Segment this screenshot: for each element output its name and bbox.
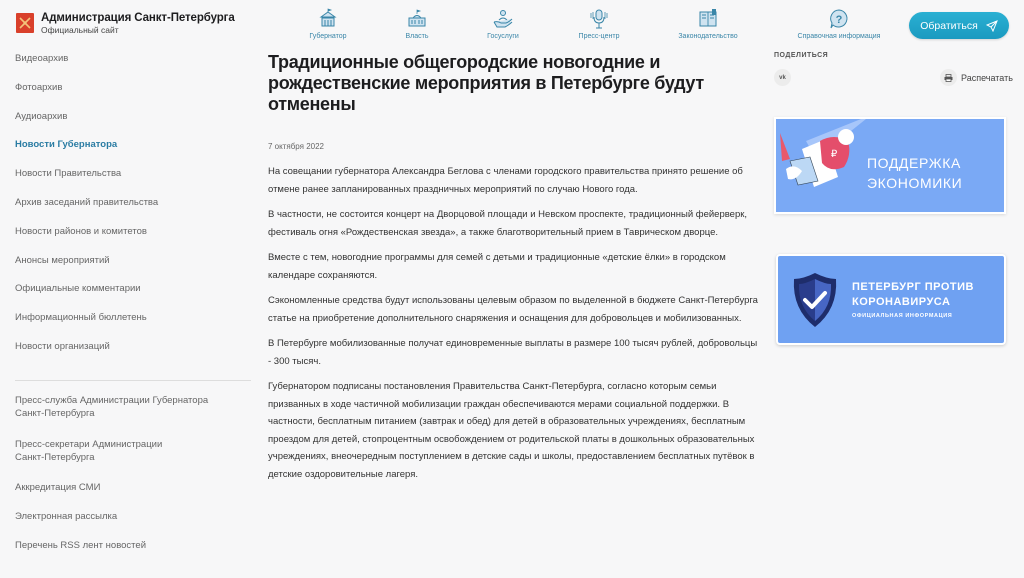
sidebar-item-organization-news[interactable]: Новости организаций xyxy=(15,340,110,352)
sidebar-item-photo-archive[interactable]: Фотоархив xyxy=(15,81,63,93)
article-paragraph: Сэкономленные средства будут использованы целевым образом по выделенной в бюджете Санкт-Петербурга статье на приобретение дополнительного снаряжения и оснащения для добровольцев и мобилизованных. xyxy=(268,295,758,324)
article-paragraph: В частности, не состоится концерт на Дворцовой площади и Невском проспекте, традиционный фейерверк, фестиваль огня «Рождественская звезда», а также благотворительный прием в Таврическом дворце. xyxy=(268,209,748,238)
sidebar-item-video-archive[interactable]: Видеоархив xyxy=(15,53,69,64)
sidebar-item-audio-archive[interactable]: Аудиоархив xyxy=(15,110,68,122)
nav-label: Законодательство xyxy=(678,33,738,40)
banner-title-line: ЭКОНОМИКИ xyxy=(867,175,963,191)
article-paragraph: В Петербурге мобилизованные получат единовременные выплаты в размере 100 тысяч рублей, добровольцы - 300 тысяч. xyxy=(268,338,758,367)
sidebar-item-event-announcements[interactable]: Анонсы мероприятий xyxy=(15,254,110,266)
share-panel xyxy=(774,52,1013,83)
nav-legislation[interactable] xyxy=(653,8,763,40)
nav-press-center[interactable] xyxy=(544,8,654,40)
nav-label: Власть xyxy=(405,33,429,40)
print-label: Распечатать xyxy=(961,72,1013,83)
svg-text:?: ? xyxy=(835,14,843,26)
article xyxy=(268,52,758,483)
shield-check-icon xyxy=(790,271,840,331)
sidebar-item-district-news[interactable]: Новости районов и комитетов xyxy=(15,225,147,237)
article-date: 7 октября 2022 xyxy=(268,142,324,151)
spb-emblem-icon xyxy=(16,13,34,33)
article-title: Традиционные общегородские новогодние и рождественские мероприятия в Петербурге будут отменены xyxy=(268,52,704,114)
banner-title-line: КОРОНАВИРУСА xyxy=(852,296,951,308)
site-subtitle: Официальный сайт xyxy=(41,25,119,35)
puzzle-hands-icon xyxy=(776,119,866,214)
sidebar-item-press-service[interactable]: Пресс-служба Администрации Губернатора Санкт-Петербурга xyxy=(15,395,209,419)
sidebar-nav xyxy=(15,53,251,370)
share-label: ПОДЕЛИТЬСЯ xyxy=(774,52,829,59)
site-header xyxy=(0,0,1024,46)
site-title: Администрация Санкт-Петербурга xyxy=(41,12,235,24)
sidebar-item-email-newsletter[interactable]: Электронная рассылка xyxy=(15,511,118,522)
nav-label: Справочная информация xyxy=(797,33,881,40)
sidebar-divider xyxy=(15,380,251,381)
sidebar-item-government-meetings-archive[interactable]: Архив заседаний правительства xyxy=(15,196,159,208)
nav-reference[interactable] xyxy=(784,8,894,40)
sidebar-item-governor-news[interactable]: Новости Губернатора xyxy=(15,139,118,151)
law-book-icon xyxy=(697,8,719,30)
nav-services[interactable] xyxy=(448,8,558,40)
covid-info-banner[interactable] xyxy=(776,254,1006,345)
sidebar-item-press-secretaries[interactable]: Пресс-секретари Администрации Санкт-Петербурга xyxy=(15,439,163,463)
economy-support-banner[interactable] xyxy=(774,117,1006,214)
sidebar-item-official-comments[interactable]: Официальные комментарии xyxy=(15,283,141,295)
vk-share-icon[interactable]: vk xyxy=(774,69,791,86)
question-bubble-icon xyxy=(828,8,850,30)
contact-button[interactable] xyxy=(909,12,1009,39)
sidebar-item-government-news[interactable]: Новости Правительства xyxy=(15,168,122,180)
services-hand-icon xyxy=(492,8,514,30)
sidebar-secondary-nav xyxy=(15,395,251,569)
nav-label: Пресс-центр xyxy=(578,33,620,40)
sidebar-item-rss-feeds[interactable]: Перечень RSS лент новостей xyxy=(15,540,147,551)
banner-subtitle: ОФИЦИАЛЬНАЯ ИНФОРМАЦИЯ xyxy=(852,313,953,319)
nav-label: Госуслуги xyxy=(487,33,519,40)
government-building-icon xyxy=(406,8,428,30)
article-paragraph: Губернатором подписаны постановления Правительства Санкт-Петербурга, согласно которым семьи призванных в ходе частичной мобилизации граждан обеспечиваются мерами социальной поддержки. В частности, бесплатным питанием (завтрак и обед) для детей в образовательных учреждениях, бесплатным проездом для детей, стопроцентным освобождением от родительской платы в дошкольных образовательных учреждениях, внеочередным поступлением в детские сады и школы, предоставлением бесплатных путёвок в детские оздоровительные лагеря. xyxy=(268,381,755,480)
sidebar-item-info-bulletin[interactable]: Информационный бюллетень xyxy=(15,312,147,324)
svg-text:₽: ₽ xyxy=(830,149,838,160)
sidebar-item-media-accreditation[interactable]: Аккредитация СМИ xyxy=(15,482,101,493)
send-paper-plane-icon xyxy=(986,20,998,32)
article-paragraph: Вместе с тем, новогодние программы для семей с детьми и традиционные «детские ёлки» в городском календаре сохраняются. xyxy=(268,252,726,281)
article-paragraph: На совещании губернатора Александра Беглова с членами городского правительства принято решение об отмене ранее запланированных праздничных мероприятий по случаю Нового года. xyxy=(268,166,743,195)
governor-building-icon xyxy=(317,8,339,30)
printer-icon xyxy=(940,69,957,86)
banner-title-line: ПЕТЕРБУРГ ПРОТИВ xyxy=(852,281,974,293)
nav-label: Губернатор xyxy=(309,33,347,40)
print-button[interactable] xyxy=(940,69,1013,86)
microphone-icon xyxy=(588,8,610,30)
contact-button-label: Обратиться xyxy=(920,19,978,32)
site-logo[interactable] xyxy=(16,12,235,36)
banner-title-line: ПОДДЕРЖКА xyxy=(867,155,961,171)
